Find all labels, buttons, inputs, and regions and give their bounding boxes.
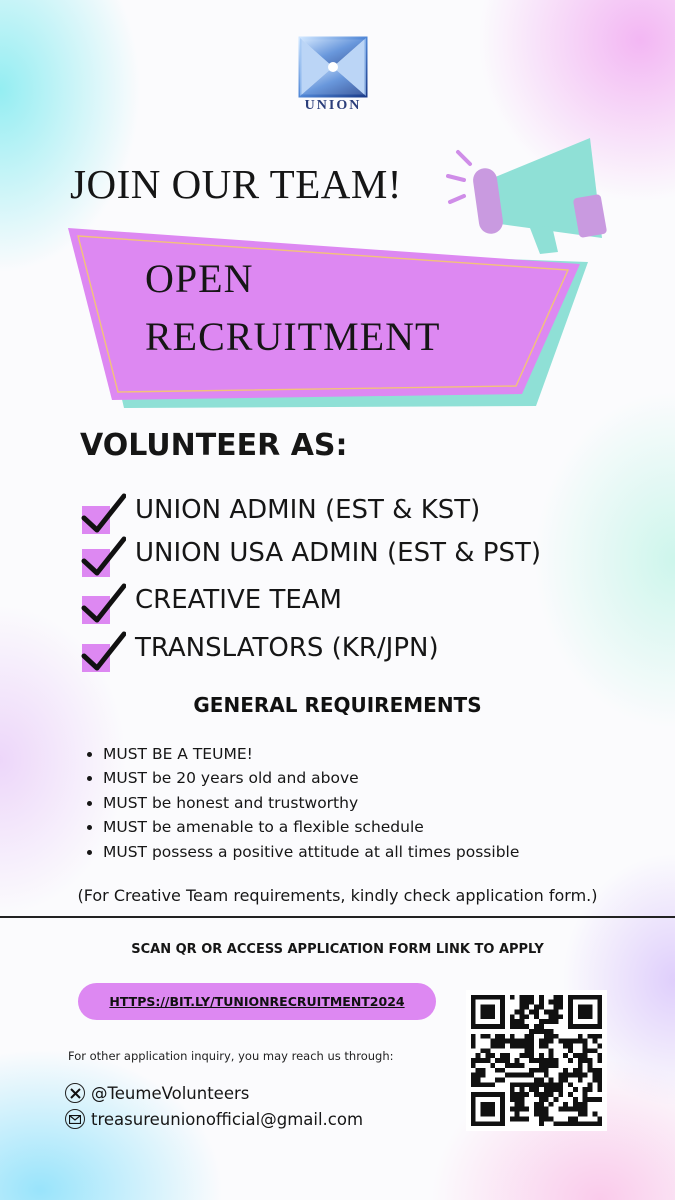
inquiry-text: For other application inquiry, you may reach us through:: [68, 1049, 394, 1063]
checkmark-icon: [80, 535, 126, 581]
requirement-item: • MUST be 20 years old and above: [103, 766, 519, 790]
requirements-list: [85, 742, 519, 864]
mail-icon: [65, 1109, 85, 1129]
role-union-usa-admin: [80, 535, 600, 581]
checkmark-icon: [80, 582, 126, 628]
role-label: UNION ADMIN (EST & KST): [135, 495, 481, 525]
twitter-handle[interactable]: @TeumeVolunteers: [91, 1083, 250, 1103]
banner-line-recruitment: RECRUITMENT: [145, 314, 441, 359]
union-logo-icon: [298, 36, 368, 98]
scan-instruction: SCAN QR OR ACCESS APPLICATION FORM LINK TO APPLY: [131, 942, 544, 957]
join-heading: JOIN OUR TEAM!: [70, 161, 402, 207]
role-creative-team: [80, 582, 600, 628]
email-contact[interactable]: [65, 1108, 363, 1130]
creative-team-note: (For Creative Team requirements, kindly check application form.): [77, 886, 598, 905]
qr-code[interactable]: [466, 990, 607, 1131]
checkmark-icon: [80, 630, 126, 676]
twitter-contact[interactable]: [65, 1082, 249, 1104]
logo-wordmark: UNION: [304, 98, 362, 113]
divider: [0, 916, 675, 918]
application-link[interactable]: HTTPS://BIT.LY/TUNIONRECRUITMENT2024: [109, 994, 405, 1009]
requirement-item: • MUST possess a positive attitude at all times possible: [103, 840, 519, 864]
role-label: TRANSLATORS (KR/JPN): [135, 633, 439, 663]
x-twitter-icon: [65, 1083, 85, 1103]
role-label: UNION USA ADMIN (EST & PST): [135, 538, 541, 568]
requirement-item: • MUST be amenable to a flexible schedule: [103, 815, 519, 839]
volunteer-heading: VOLUNTEER AS:: [80, 428, 348, 463]
requirement-item: • MUST BE A TEUME!: [103, 742, 519, 766]
role-union-admin: [80, 492, 600, 538]
role-label: CREATIVE TEAM: [135, 585, 342, 615]
banner-line-open: OPEN: [145, 256, 254, 301]
requirement-item: • MUST be honest and trustworthy: [103, 791, 519, 815]
email-address[interactable]: treasureunionofficial@gmail.com: [91, 1109, 364, 1129]
application-link-button[interactable]: [78, 983, 436, 1020]
checkmark-icon: [80, 492, 126, 538]
banner-title: [145, 250, 440, 366]
role-translators: [80, 630, 600, 676]
requirements-heading: GENERAL REQUIREMENTS: [193, 693, 482, 717]
